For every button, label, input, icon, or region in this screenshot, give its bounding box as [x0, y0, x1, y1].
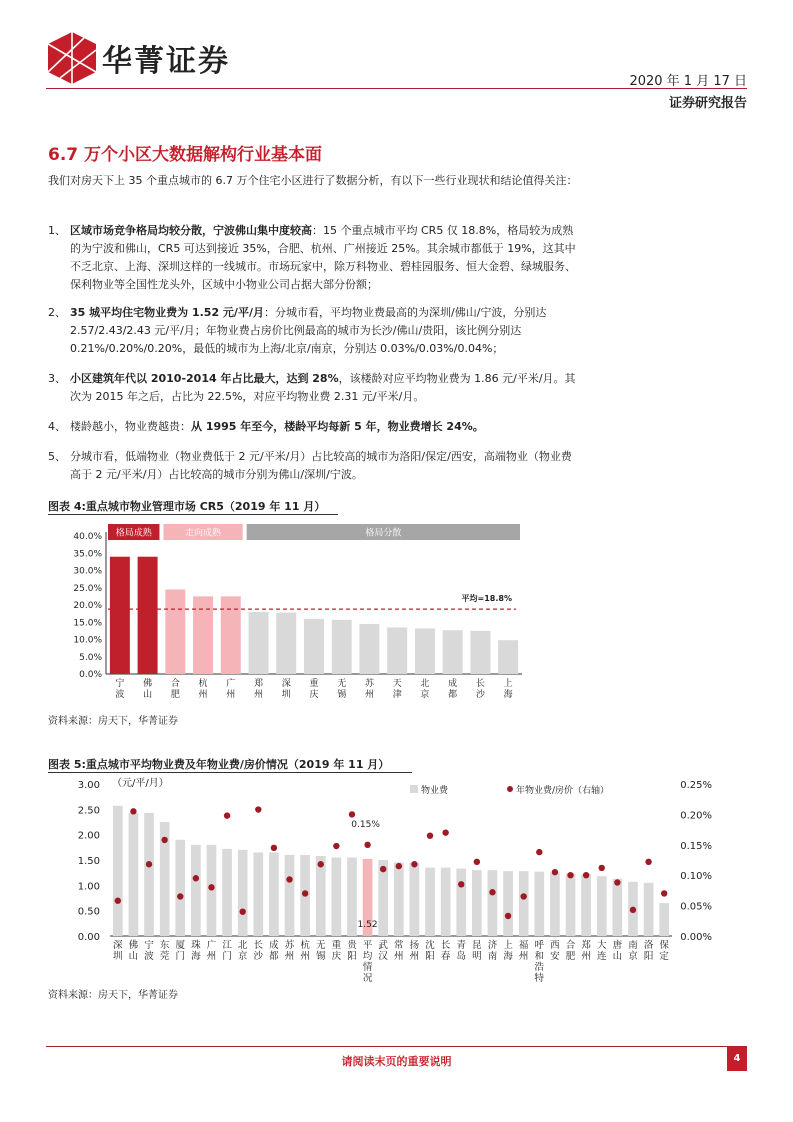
- x-tick-label: 重: [309, 679, 319, 689]
- x-tick-label: 合: [565, 940, 576, 951]
- figure4-chart: [48, 520, 528, 710]
- y-tick-label: 0.00: [77, 932, 100, 943]
- section-title: 6.7 万个小区大数据解构行业基本面: [48, 145, 323, 165]
- report-type: 证券研究报告: [668, 96, 747, 111]
- y-tick-label: 0.0%: [79, 670, 102, 680]
- list-item-text: ，该楼龄对应平均物业费为 1.86 元/平米/月。其次为 2015 年之后，占比为 22.5%，对应平均物业费 2.31 元/平米/月。: [70, 372, 576, 403]
- list-item-bold: 区域市场竞争格局均较分散，宁波佛山集中度较高: [70, 224, 312, 237]
- y-axis-unit: （元/平/月）: [112, 778, 169, 789]
- brand-name: 华菁证券: [102, 44, 230, 79]
- y2-tick-label: 0.10%: [680, 871, 712, 883]
- list-item: [48, 418, 578, 436]
- data-point: [224, 812, 230, 818]
- data-point: [520, 893, 526, 899]
- x-tick-label: 明: [472, 951, 482, 962]
- x-tick-label: 唐: [612, 940, 623, 951]
- data-point: [349, 811, 355, 817]
- list-item-number: 1、: [48, 224, 66, 237]
- figure4-title-rule: [48, 514, 338, 515]
- bar: [113, 806, 123, 936]
- x-tick-label: 门: [175, 951, 186, 962]
- data-point: [130, 808, 136, 814]
- bar: [534, 872, 544, 936]
- group-header-label: 格局成熟: [115, 528, 152, 539]
- x-tick-label: 海: [191, 951, 201, 962]
- y2-tick-label: 0.20%: [680, 810, 712, 822]
- bar: [566, 874, 576, 936]
- x-tick-label: 州: [206, 951, 217, 962]
- x-tick-label: 庆: [331, 951, 342, 962]
- bar: [488, 870, 498, 936]
- x-tick-label: 阳: [425, 951, 435, 962]
- x-tick-label: 长: [440, 940, 451, 951]
- data-point: [271, 845, 277, 851]
- x-tick-label: 无: [315, 940, 326, 951]
- header-divider: [46, 88, 747, 89]
- bar: [165, 589, 185, 674]
- bar: [193, 596, 213, 674]
- data-point: [255, 806, 261, 812]
- x-tick-label: 肥: [565, 951, 576, 962]
- data-point: [208, 884, 214, 890]
- y-tick-label: 1.50: [77, 856, 100, 867]
- x-tick-label: 苏: [284, 940, 295, 951]
- bar: [238, 850, 248, 936]
- data-point: [115, 898, 121, 904]
- x-tick-label: 深: [113, 940, 123, 951]
- x-tick-label: 浩: [534, 962, 545, 973]
- bar: [332, 620, 352, 674]
- y2-tick-label: 0.05%: [680, 901, 712, 913]
- list-item: [48, 304, 578, 358]
- x-tick-label: 州: [300, 951, 310, 962]
- x-tick-label: 定: [659, 951, 669, 962]
- x-tick-label: 济: [487, 940, 498, 951]
- x-tick-label: 圳: [113, 951, 123, 962]
- data-point: [396, 863, 402, 869]
- x-tick-label: 春: [440, 951, 451, 962]
- data-point: [536, 849, 542, 855]
- figure5-title: 图表 5:重点城市平均物业费及年物业费/房价情况（2019 年 11 月）: [48, 758, 390, 771]
- x-tick-label: 锡: [315, 951, 326, 962]
- y-tick-label: 2.00: [77, 830, 100, 842]
- x-tick-label: 阳: [643, 951, 654, 962]
- bar: [276, 613, 296, 674]
- x-tick-label: 无: [337, 679, 347, 689]
- x-tick-label: 都: [448, 690, 458, 700]
- list-item-number: 5、: [48, 450, 66, 463]
- x-tick-label: 庆: [309, 690, 319, 700]
- x-tick-label: 昆: [472, 940, 482, 951]
- x-tick-label: 岛: [456, 951, 467, 962]
- x-tick-label: 保: [659, 940, 669, 951]
- x-tick-label: 武: [378, 940, 388, 951]
- bar: [249, 612, 269, 674]
- x-tick-label: 北: [420, 679, 430, 689]
- x-tick-label: 圳: [281, 690, 291, 700]
- x-tick-label: 青: [456, 940, 467, 951]
- x-tick-label: 州: [254, 690, 264, 700]
- x-tick-label: 州: [394, 951, 404, 962]
- bar: [269, 852, 279, 936]
- bar: [519, 871, 529, 936]
- intro-paragraph: 我们对房天下上 35 个重点城市的 6.7 万个住宅小区进行了数据分析，有以下一些行业现状和结论值得关注：: [48, 174, 578, 187]
- list-item: [48, 370, 578, 406]
- bar: [425, 868, 435, 936]
- data-point: [302, 890, 308, 896]
- data-point: [645, 859, 651, 865]
- bar: [253, 852, 263, 936]
- footer-divider: [46, 1046, 747, 1047]
- list-item-bold: 小区建筑年代以 2010-2014 年占比最大，达到 28%: [70, 372, 339, 385]
- bar: [144, 813, 154, 936]
- x-tick-label: 和: [534, 951, 545, 962]
- list-item-number: 3、: [48, 372, 66, 385]
- x-tick-label: 沈: [425, 940, 435, 951]
- x-tick-label: 重: [331, 940, 342, 951]
- bar: [415, 628, 435, 674]
- x-tick-label: 汉: [378, 951, 388, 962]
- data-point: [411, 861, 417, 867]
- y2-tick-label: 0.00%: [680, 932, 712, 943]
- bar: [347, 857, 357, 936]
- x-tick-label: 州: [409, 951, 420, 962]
- bar: [443, 630, 463, 674]
- page-number: 4: [727, 1047, 747, 1071]
- x-tick-label: 京: [237, 951, 248, 962]
- data-point: [333, 843, 339, 849]
- legend-bar-swatch: [410, 785, 418, 793]
- x-tick-label: 山: [128, 951, 139, 962]
- x-tick-label: 锡: [337, 690, 347, 700]
- bar: [316, 856, 326, 936]
- y2-tick-label: 0.25%: [680, 780, 712, 791]
- bar: [359, 624, 379, 674]
- x-tick-label: 门: [222, 951, 232, 962]
- bar: [387, 627, 407, 674]
- bar: [285, 855, 295, 936]
- data-point: [364, 842, 370, 848]
- x-tick-label: 佛: [128, 940, 139, 951]
- data-point: [239, 908, 245, 914]
- list-item-number: 2、: [48, 306, 66, 319]
- x-tick-label: 况: [362, 973, 373, 984]
- bar: [222, 849, 232, 936]
- bar: [472, 870, 482, 936]
- bar: [394, 863, 404, 936]
- data-point: [286, 876, 292, 882]
- bar: [498, 640, 518, 674]
- x-tick-label: 长: [253, 940, 264, 951]
- x-tick-label: 都: [269, 951, 279, 962]
- bar: [138, 557, 158, 674]
- x-tick-label: 情: [362, 962, 373, 973]
- bar: [175, 840, 185, 936]
- bar: [441, 868, 451, 936]
- list-item: [48, 222, 578, 294]
- bar: [613, 879, 623, 936]
- data-point: [161, 837, 167, 843]
- y-tick-label: 3.00: [77, 780, 100, 791]
- footer-note: 请阅读末页的重要说明: [341, 1055, 452, 1068]
- x-tick-label: 南: [628, 940, 638, 951]
- x-tick-label: 特: [534, 973, 545, 984]
- x-tick-label: 海: [503, 951, 513, 962]
- figure5-chart: [48, 772, 728, 986]
- x-tick-label: 京: [420, 690, 430, 700]
- list-item-bold: 从 1995 年至今，楼龄平均每新 5 年，物业费增长 24%。: [191, 420, 484, 433]
- data-point: [630, 907, 636, 913]
- list-item-bold: 35 城平均住宅物业费为 1.52 元/平/月: [70, 306, 264, 319]
- x-tick-label: 安: [550, 951, 560, 962]
- x-tick-label: 洛: [643, 940, 654, 951]
- data-label: 1.52: [357, 919, 378, 930]
- x-tick-label: 深: [281, 679, 291, 689]
- x-tick-label: 北: [237, 940, 248, 951]
- y-tick-label: 40.0%: [73, 532, 102, 542]
- data-point: [177, 893, 183, 899]
- list-item-text: ：分城市看，平均物业费最高的为深圳/佛山/宁波，分别达 2.57/2.43/2.43 元/平/月；年物业费占房价比例最高的城市为长沙/佛山/贵阳，该比例分别达 0.21%/0.20%/0.20%，最低的城市为上海/北京/南京，分别达 0.03%/0.03%/0.04%；: [70, 306, 547, 355]
- x-tick-label: 杭: [198, 679, 208, 689]
- x-tick-label: 平: [362, 940, 373, 951]
- bar: [456, 869, 466, 936]
- x-tick-label: 郑: [581, 940, 591, 951]
- y-tick-label: 5.0%: [79, 652, 102, 663]
- y-tick-label: 20.0%: [73, 601, 102, 611]
- x-tick-label: 波: [144, 951, 154, 962]
- data-point: [380, 866, 386, 872]
- x-tick-label: 厦: [175, 940, 186, 951]
- data-label: 0.15%: [351, 819, 380, 830]
- bar: [410, 863, 420, 936]
- bar: [191, 845, 201, 936]
- x-tick-label: 东: [159, 940, 170, 951]
- list-item-text: 分城市看，低端物业（物业费低于 2 元/平米/月）占比较高的城市为洛阳/保定/西安，高端物业（物业费高于 2 元/平米/月）占比较高的城市分别为佛山/深圳/宁波。: [70, 450, 572, 481]
- x-tick-label: 福: [518, 940, 529, 951]
- y-tick-label: 35.0%: [73, 549, 102, 560]
- figure5-source: 资料来源：房天下，华菁证券: [48, 990, 178, 1001]
- bar: [332, 857, 342, 936]
- data-point: [583, 872, 589, 878]
- bar: [503, 871, 513, 936]
- bar: [597, 876, 607, 936]
- y-tick-label: 10.0%: [73, 635, 102, 646]
- data-point: [614, 879, 620, 885]
- x-tick-label: 长: [475, 679, 485, 689]
- x-tick-label: 杭: [300, 940, 310, 951]
- average-label: 平均=18.8%: [461, 594, 512, 604]
- legend-dot-swatch: [507, 786, 513, 792]
- x-tick-label: 山: [612, 951, 623, 962]
- x-tick-label: 阳: [347, 951, 357, 962]
- figure4-source: 资料来源：房天下，华菁证券: [48, 716, 178, 727]
- x-tick-label: 州: [518, 951, 529, 962]
- legend-bar-label: 物业费: [421, 786, 449, 796]
- y-tick-label: 25.0%: [73, 583, 102, 594]
- list-item-text: ：15 个重点城市平均 CR5 仅 18.8%，格局较为成熟的为宁波和佛山，CR5 可达到接近 35%，合肥、杭州、广州接近 25%。其余城市都低于 19%，这其中不乏北京、上海、深圳这样的一线城市。市场玩家中，除万科物业、碧桂园服务、恒大金碧、绿城服务、保利物业等全国性龙头外，区域中小物业公司占据大部分份额；: [70, 224, 576, 291]
- list-item-number: 4、: [48, 420, 66, 433]
- bar: [470, 631, 490, 674]
- bar: [550, 873, 560, 936]
- y2-tick-label: 0.15%: [680, 840, 712, 852]
- bar: [644, 883, 654, 936]
- x-tick-label: 州: [364, 690, 374, 700]
- x-tick-label: 莞: [159, 951, 170, 962]
- data-point: [489, 889, 495, 895]
- bar: [221, 596, 241, 674]
- x-tick-label: 珠: [191, 940, 201, 951]
- data-point: [474, 859, 480, 865]
- x-tick-label: 肥: [170, 690, 180, 700]
- x-tick-label: 上: [503, 940, 513, 951]
- x-tick-label: 郑: [254, 679, 264, 689]
- x-tick-label: 山: [143, 690, 153, 700]
- data-point: [661, 890, 667, 896]
- list-item-text: 楼龄越小，物业费越贵：: [70, 420, 191, 433]
- x-tick-label: 南: [487, 951, 498, 962]
- list-item: [48, 448, 578, 484]
- x-tick-label: 连: [596, 951, 607, 962]
- x-tick-label: 均: [362, 951, 373, 962]
- x-tick-label: 成: [448, 679, 458, 689]
- data-point: [442, 829, 448, 835]
- x-tick-label: 州: [226, 690, 236, 700]
- x-tick-label: 州: [284, 951, 295, 962]
- x-tick-label: 大: [596, 940, 607, 951]
- data-point: [599, 865, 605, 871]
- data-point: [318, 861, 324, 867]
- data-point: [552, 869, 558, 875]
- data-point: [146, 861, 152, 867]
- bar: [110, 557, 130, 674]
- x-tick-label: 贵: [347, 940, 357, 951]
- x-tick-label: 州: [198, 690, 208, 700]
- y-tick-label: 30.0%: [73, 566, 102, 577]
- x-tick-label: 宁: [144, 940, 154, 951]
- x-tick-label: 西: [550, 940, 560, 951]
- report-date: 2020 年 1 月 17 日: [629, 74, 747, 89]
- brand-logo-icon: [46, 30, 98, 86]
- group-header-label: 走向成熟: [185, 528, 222, 539]
- bar: [304, 619, 324, 674]
- y-tick-label: 1.00: [77, 881, 100, 893]
- x-tick-label: 沙: [253, 951, 264, 962]
- bar: [129, 813, 139, 936]
- x-tick-label: 成: [269, 940, 279, 951]
- x-tick-label: 宁: [115, 679, 125, 689]
- x-tick-label: 广: [226, 679, 236, 689]
- y-tick-label: 0.50: [77, 906, 100, 918]
- x-tick-label: 波: [115, 690, 125, 700]
- x-tick-label: 州: [581, 951, 591, 962]
- data-point: [505, 913, 511, 919]
- x-tick-label: 呼: [534, 940, 545, 951]
- data-point: [567, 872, 573, 878]
- x-tick-label: 天: [392, 679, 402, 689]
- bar: [581, 874, 591, 936]
- x-tick-label: 京: [628, 951, 638, 962]
- x-tick-label: 海: [503, 690, 513, 700]
- bar: [659, 903, 669, 936]
- x-tick-label: 津: [392, 690, 402, 700]
- x-tick-label: 佛: [143, 679, 153, 689]
- x-tick-label: 合: [170, 679, 180, 689]
- x-tick-label: 江: [222, 940, 232, 951]
- data-point: [458, 881, 464, 887]
- x-tick-label: 苏: [364, 679, 374, 689]
- group-header-label: 格局分散: [365, 528, 402, 539]
- data-point: [193, 875, 199, 881]
- y-tick-label: 15.0%: [73, 618, 102, 629]
- x-tick-label: 沙: [475, 690, 485, 700]
- x-tick-label: 广: [206, 940, 217, 951]
- y-tick-label: 2.50: [77, 805, 100, 817]
- x-tick-label: 上: [503, 679, 513, 689]
- x-tick-label: 扬: [409, 940, 420, 951]
- figure4-title: 图表 4:重点城市物业管理市场 CR5（2019 年 11 月）: [48, 500, 326, 513]
- x-tick-label: 常: [394, 940, 404, 951]
- data-point: [427, 832, 433, 838]
- legend-dot-label: 年物业费/房价（右轴）: [516, 786, 610, 796]
